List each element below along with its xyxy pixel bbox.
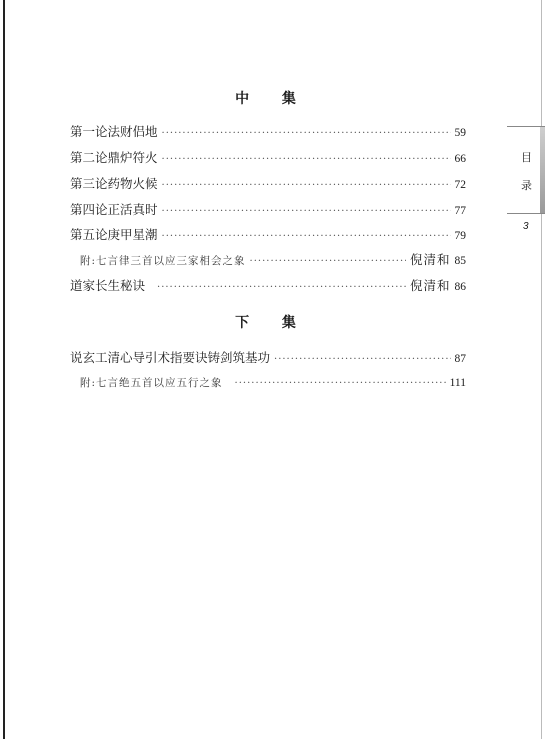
- leader-dots: [162, 206, 451, 217]
- appendix-author: 倪清和: [409, 252, 451, 267]
- entry-page: 59: [454, 127, 466, 139]
- toc-entry-2[interactable]: [70, 148, 466, 166]
- entry-number: 第三论: [70, 176, 108, 191]
- side-tab: [507, 126, 545, 214]
- toc-extra-entry[interactable]: [70, 276, 466, 294]
- leader-dots: [250, 256, 406, 267]
- leader-dots: [162, 180, 451, 191]
- leader-dots: [235, 378, 446, 389]
- leader-dots: [162, 154, 451, 165]
- toc-entry-5[interactable]: [70, 225, 466, 243]
- leader-dots: [274, 354, 450, 365]
- leader-dots: [162, 231, 451, 242]
- leader-dots: [162, 128, 451, 139]
- page-frame: [3, 0, 542, 739]
- leader-dots: [157, 282, 406, 293]
- appendix-title: 附:七言律三首以应三家相会之象: [80, 255, 246, 267]
- appendix-page: 85: [454, 255, 466, 267]
- side-tab-char-1: 目: [521, 151, 532, 164]
- entry-page: 66: [454, 153, 466, 165]
- section-title-lower: 下 集: [235, 315, 310, 331]
- toc-entry-3[interactable]: [70, 174, 466, 192]
- entry-title: 法财侣地: [107, 124, 158, 139]
- entry-page: 79: [454, 230, 466, 242]
- side-tab-bar: [540, 127, 545, 213]
- entry-title: 庚甲星潮: [107, 227, 158, 242]
- entry-number: 第四论: [70, 202, 108, 217]
- entry-page: 87: [454, 353, 466, 365]
- entry-page: 72: [454, 179, 466, 191]
- toc-entry-4[interactable]: [70, 200, 466, 218]
- section-title-middle: 中 集: [235, 91, 310, 107]
- entry-number: 第一论: [70, 124, 108, 139]
- entry-number: 第五论: [70, 227, 108, 242]
- toc-entry-1[interactable]: [70, 122, 466, 140]
- toc-appendix-middle[interactable]: [80, 250, 466, 268]
- entry-title: 正活真时: [107, 202, 158, 217]
- extra-page: 86: [454, 281, 466, 293]
- extra-title: 道家长生秘诀: [70, 278, 146, 293]
- appendix-title: 附:七言绝五首以应五行之象: [80, 377, 223, 389]
- side-tab-char-2: 录: [521, 179, 532, 192]
- toc-entry-lower[interactable]: [70, 348, 466, 366]
- appendix-page: 111: [449, 377, 466, 389]
- entry-title: 鼎炉符火: [107, 150, 158, 165]
- extra-author: 倪清和: [409, 278, 451, 293]
- toc-appendix-lower[interactable]: [80, 375, 466, 390]
- side-page-number: 3: [523, 221, 529, 232]
- entry-page: 77: [454, 205, 466, 217]
- entry-number: 第二论: [70, 150, 108, 165]
- entry-title: 说玄工清心导引术指要诀铸剑筑基功: [70, 350, 271, 365]
- entry-title: 药物火候: [107, 176, 158, 191]
